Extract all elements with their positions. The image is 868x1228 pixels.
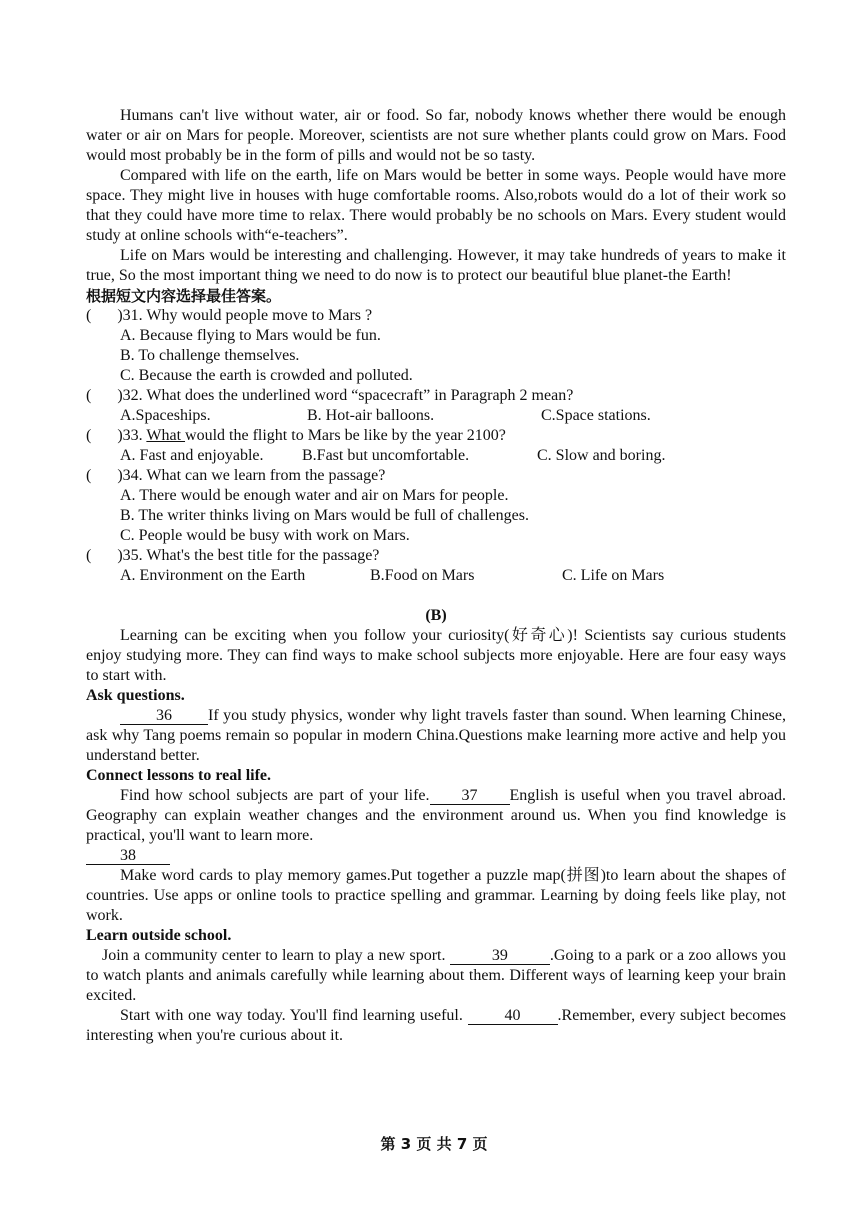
underlined-word: What: [146, 427, 186, 444]
question-stem: ( )32. What does the underlined word “spacecraft” in Paragraph 2 mean?: [86, 387, 574, 404]
passage-b-paragraph-3: Make word cards to play memory games.Put together a puzzle map(拼图)to learn about the shapes of countries. Use apps or online tools to practice spelling and grammar. Learning by doing feels like play, not work.: [86, 867, 786, 924]
page-number-footer: 第 3 页 共 7 页: [380, 1135, 488, 1153]
question-35: [86, 546, 786, 586]
options-row: [86, 446, 786, 466]
passage-a-paragraph-3: Life on Mars would be interesting and challenging. However, it may take hundreds of years to make it true, So the most important thing we need to do now is to protect our beautiful blue planet-the Earth!: [86, 247, 786, 284]
question-31: [86, 306, 786, 386]
question-stem: ( )34. What can we learn from the passage?: [86, 467, 386, 484]
answer-paren[interactable]: (: [86, 307, 92, 324]
answer-paren[interactable]: (: [86, 387, 92, 404]
option-c: C. Slow and boring.: [537, 447, 666, 464]
option-c: C. Because the earth is crowded and polluted.: [120, 367, 413, 384]
passage-b-paragraph-2: Find how school subjects are part of your life. 37 English is useful when you travel abroad. Geography can explain weather changes and the environment around us. When you find knowledge is practical, you'll want to learn more.: [86, 787, 786, 844]
question-32: [86, 386, 786, 426]
passage-b-intro: Learning can be exciting when you follow your curiosity(好奇心)! Scientists say curious students enjoy studying more. They can find ways to make school subjects more enjoyable. Here are four easy ways to start with.: [86, 627, 786, 684]
option-c: C.Space stations.: [541, 407, 651, 424]
blank-38[interactable]: 38: [86, 847, 170, 865]
option-c: C. Life on Mars: [562, 567, 665, 584]
option-a: A. Because flying to Mars would be fun.: [120, 327, 381, 344]
heading-connect-lessons: Connect lessons to real life.: [86, 767, 272, 784]
answer-paren[interactable]: (: [86, 427, 92, 444]
passage-b-paragraph-1: 36 If you study physics, wonder why light travels faster than sound. When learning Chinese, ask why Tang poems remain so popular in modern China.Questions make learning more active and help you understand better.: [86, 707, 786, 764]
options-row: [86, 566, 786, 586]
heading-learn-outside: Learn outside school.: [86, 927, 232, 944]
blank-36[interactable]: 36: [120, 707, 208, 725]
option-b: B. The writer thinks living on Mars would be full of challenges.: [120, 507, 529, 524]
passage-a-paragraph-2: Compared with life on the earth, life on Mars would be better in some ways. People would have more space. They might live in houses with huge comfortable rooms. Also,robots would do a lot of their work so that they could have more time to relax. There would probably be no schools on Mars. Every student would study at online schools with“e-teachers”.: [86, 167, 786, 244]
passage-a-paragraph-1: Humans can't live without water, air or food. So far, nobody knows whether there would be enough water or air on Mars for people. Moreover, scientists are not sure whether plants could grow on Mars. Food would most probably be in the form of pills and would not be so tasty.: [86, 107, 786, 164]
question-33: [86, 426, 786, 466]
option-b: B.Fast but uncomfortable.: [302, 447, 470, 464]
passage-b-paragraph-5: Start with one way today. You'll find learning useful. 40 .Remember, every subject becomes interesting when you're curious about it.: [86, 1007, 786, 1044]
question-34: [86, 466, 786, 546]
instruction-heading: 根据短文内容选择最佳答案。: [86, 287, 282, 305]
option-b: B. Hot-air balloons.: [307, 407, 435, 424]
answer-paren[interactable]: (: [86, 547, 92, 564]
blank-39[interactable]: 39: [450, 947, 550, 965]
page-body: [86, 106, 786, 1046]
section-b-title: (B): [425, 607, 447, 624]
option-b: B.Food on Mars: [370, 567, 475, 584]
passage-b-paragraph-4: Join a community center to learn to play a new sport. 39 .Going to a park or a zoo allows you to watch plants and animals carefully while learning about them. Different ways of learning keep your brain excited.: [86, 947, 787, 1004]
option-b: B. To challenge themselves.: [120, 347, 300, 364]
option-c: C. People would be busy with work on Mars.: [120, 527, 410, 544]
question-stem: ( )31. Why would people move to Mars ?: [86, 307, 373, 324]
option-a: A. Environment on the Earth: [120, 567, 306, 584]
heading-ask-questions: Ask questions.: [86, 687, 185, 704]
option-a: A. There would be enough water and air on Mars for people.: [120, 487, 509, 504]
options-row: [86, 406, 786, 426]
blank-40[interactable]: 40: [468, 1007, 558, 1025]
question-stem: ( )33. What would the flight to Mars be like by the year 2100?: [86, 427, 506, 444]
question-stem: ( )35. What's the best title for the passage?: [86, 547, 380, 564]
option-a: A.Spaceships.: [120, 407, 211, 424]
blank-37[interactable]: 37: [430, 787, 510, 805]
answer-paren[interactable]: (: [86, 467, 92, 484]
option-a: A. Fast and enjoyable.: [120, 447, 264, 464]
blank-38-line: [86, 846, 786, 866]
